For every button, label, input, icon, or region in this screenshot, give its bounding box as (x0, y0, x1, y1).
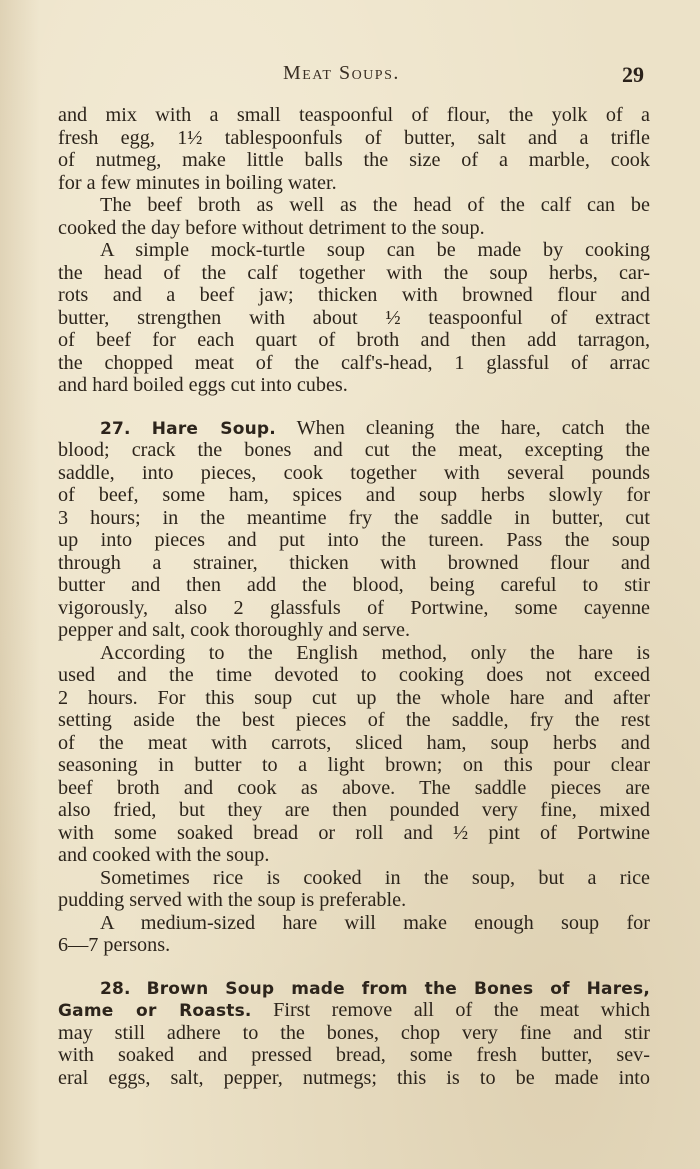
text-line: used and the time devoted to cooking does not exceed (58, 664, 650, 686)
recipe-title: Brown Soup made from the Bones of Hares, (146, 978, 650, 999)
text-line: setting aside the best pieces of the saddle, fry the rest (58, 709, 650, 731)
running-head: Meat Soups. (283, 62, 400, 84)
text-line: A medium-sized hare will make enough soup for (100, 911, 650, 934)
section-gap (58, 397, 650, 417)
recipe-title-continued: Game or Roasts. (58, 1001, 252, 1021)
text-line: of nutmeg, make little balls the size of a marble, cook (58, 149, 650, 171)
text-line: with soaked and pressed bread, some fresh butter, sev- (58, 1044, 650, 1066)
text-line: and hard boiled eggs cut into cubes. (58, 374, 348, 396)
text-line: pepper and salt, cook thoroughly and serve. (58, 619, 411, 641)
text-line: 3 hours; in the meantime fry the saddle in butter, cut (58, 506, 650, 529)
text-line: fresh egg, 1½ tablespoonfuls of butter, salt and a trifle (58, 126, 650, 149)
text-line: butter and then add the blood, being careful to stir (58, 574, 650, 596)
recipe-heading-line (58, 417, 650, 440)
text-line: blood; crack the bones and cut the meat, excepting the (58, 439, 650, 461)
text-line: the chopped meat of the calf's-head, 1 glassful of arrac (58, 351, 650, 374)
text-line: pudding served with the soup is preferable. (58, 889, 407, 911)
text-line: for a few minutes in boiling water. (58, 171, 337, 194)
text-line: also fried, but they are then pounded very fine, mixed (58, 799, 650, 821)
text-line: eral eggs, salt, pepper, nutmegs; this is to be made into (58, 1066, 650, 1089)
text-line: 2 hours. For this soup cut up the whole hare and after (58, 686, 650, 709)
text-line: beef broth and cook as above. The saddle pieces are (58, 776, 650, 799)
text-line: of beef for each quart of broth and then add tarragon, (58, 329, 650, 351)
text-fragment: First remove all of the meat which (273, 999, 650, 1021)
text-line: saddle, into pieces, cook together with several pounds (58, 461, 650, 484)
text-fragment: When cleaning the hare, catch the (296, 416, 650, 439)
text-line: the head of the calf together with the soup herbs, car- (58, 261, 650, 284)
text-line: may still adhere to the bones, chop very fine and stir (58, 1021, 650, 1044)
text-line: with some soaked bread or roll and ½ pint of Portwine (58, 821, 650, 844)
text-line: up into pieces and put into the tureen. Pass the soup (58, 529, 650, 551)
text-line: through a strainer, thicken with browned flour and (58, 551, 650, 574)
text-line: According to the English method, only the hare is (100, 641, 650, 664)
text-line: 6—7 persons. (58, 934, 171, 956)
page-header (0, 62, 700, 92)
text-line: rots and a beef jaw; thicken with browned flour and (58, 284, 650, 306)
body-text (58, 104, 650, 1089)
text-line: The beef broth as well as the head of the calf can be (100, 194, 650, 216)
text-line: A simple mock-turtle soup can be made by cooking (100, 239, 650, 261)
text-line: Sometimes rice is cooked in the soup, but a rice (100, 866, 650, 889)
recipe-heading-line (58, 999, 650, 1022)
text-line: of the meat with carrots, sliced ham, soup herbs and (58, 731, 650, 754)
text-line: of beef, some ham, spices and soup herbs slowly for (58, 484, 650, 506)
text-line: cooked the day before without detriment to the soup. (58, 216, 485, 239)
text-line: seasoning in butter to a light brown; on this pour clear (58, 754, 650, 776)
text-line: and cooked with the soup. (58, 844, 270, 866)
page-number: 29 (622, 62, 644, 87)
section-gap (58, 957, 650, 977)
text-line: and mix with a small teaspoonful of flour, the yolk of a (58, 104, 650, 126)
recipe-number: 28. (100, 978, 131, 999)
recipe-heading-line (58, 977, 650, 1000)
recipe-number: 27. (100, 418, 131, 439)
recipe-title: Hare Soup. (151, 418, 276, 439)
text-line: butter, strengthen with about ½ teaspoonful of extract (58, 306, 650, 329)
text-line: vigorously, also 2 glassfuls of Portwine, some cayenne (58, 596, 650, 619)
